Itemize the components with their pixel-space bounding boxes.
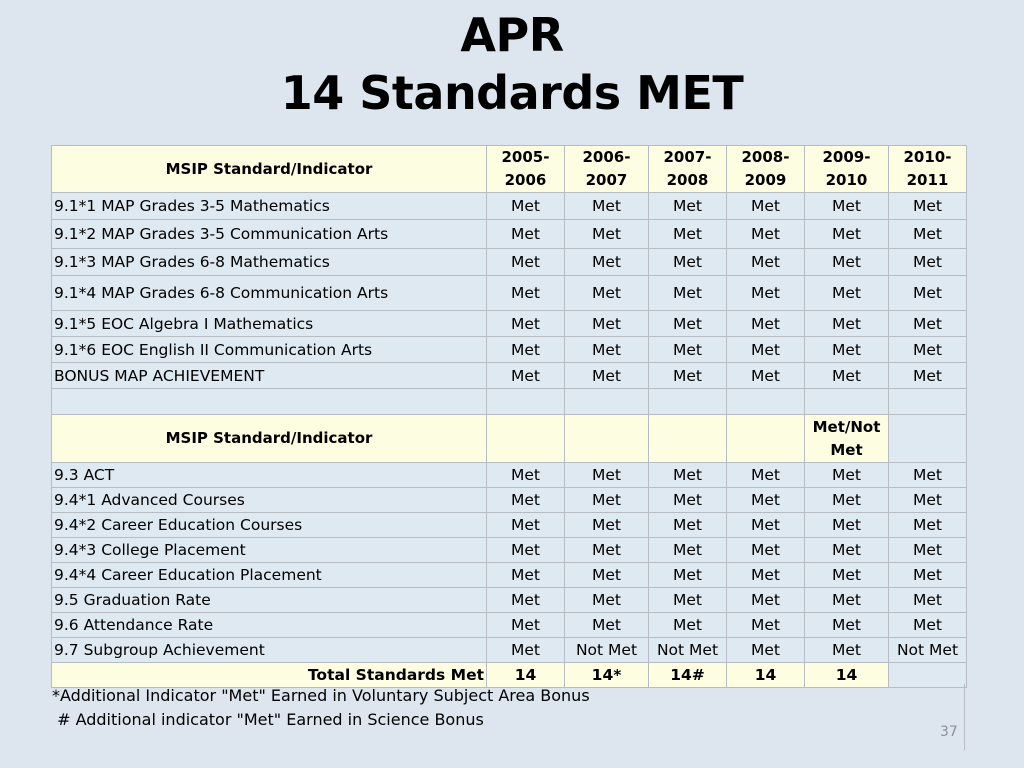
- indicator-name: 9.1*6 EOC English II Communication Arts: [52, 337, 487, 363]
- status-cell: Met: [487, 249, 565, 276]
- status-cell: Met: [649, 311, 727, 337]
- table-edge-line: [964, 684, 965, 750]
- status-cell: Met: [565, 337, 649, 363]
- slide-title: [0, 6, 1024, 122]
- table-row: [52, 638, 967, 663]
- status-cell: Met: [565, 249, 649, 276]
- status-cell: Met: [649, 276, 727, 311]
- blank-cell: [889, 389, 967, 415]
- status-cell: Met: [565, 311, 649, 337]
- table-row: [52, 311, 967, 337]
- status-cell: Met: [727, 588, 805, 613]
- status-cell: Met: [805, 363, 889, 389]
- blank-cell: [565, 389, 649, 415]
- status-cell: Met: [889, 249, 967, 276]
- status-cell: Met: [727, 613, 805, 638]
- status-cell: Met: [727, 337, 805, 363]
- blank-cell: [805, 389, 889, 415]
- status-cell: Met: [727, 193, 805, 220]
- standards-table: [51, 145, 967, 688]
- column-header-indicator: MSIP Standard/Indicator: [52, 415, 487, 463]
- status-cell: Met: [727, 220, 805, 249]
- indicator-name: 9.1*3 MAP Grades 6-8 Mathematics: [52, 249, 487, 276]
- column-header-year: 2009-2010: [805, 146, 889, 193]
- status-cell: Met: [889, 363, 967, 389]
- table-row: [52, 463, 967, 488]
- total-label: Total Standards Met: [52, 663, 487, 688]
- status-cell: Met: [727, 563, 805, 588]
- status-cell: Met: [805, 588, 889, 613]
- indicator-name: 9.4*2 Career Education Courses: [52, 513, 487, 538]
- status-cell: Met: [649, 588, 727, 613]
- status-cell: Met: [889, 513, 967, 538]
- total-cell: 14: [805, 663, 889, 688]
- page-number: 37: [940, 724, 958, 740]
- status-cell: Met: [889, 276, 967, 311]
- status-cell: Met: [565, 463, 649, 488]
- status-cell: Met: [649, 220, 727, 249]
- status-cell: Met: [565, 220, 649, 249]
- table-row: [52, 249, 967, 276]
- indicator-name: 9.7 Subgroup Achievement: [52, 638, 487, 663]
- indicator-name: 9.1*5 EOC Algebra I Mathematics: [52, 311, 487, 337]
- status-cell: Met: [565, 488, 649, 513]
- indicator-name: BONUS MAP ACHIEVEMENT: [52, 363, 487, 389]
- column-header-year: 2010-2011: [889, 146, 967, 193]
- blank-cell: [649, 389, 727, 415]
- header-row: [52, 146, 967, 193]
- status-cell: Met: [805, 311, 889, 337]
- indicator-name: 9.1*4 MAP Grades 6-8 Communication Arts: [52, 276, 487, 311]
- blank-cell: [487, 389, 565, 415]
- footnote-1: *Additional Indicator "Met" Earned in Voluntary Subject Area Bonus: [52, 686, 590, 705]
- indicator-name: 9.4*4 Career Education Placement: [52, 563, 487, 588]
- indicator-name: 9.5 Graduation Rate: [52, 588, 487, 613]
- status-cell: Met: [649, 337, 727, 363]
- status-cell: Met: [805, 513, 889, 538]
- status-cell: Met: [889, 488, 967, 513]
- status-cell: Met: [649, 538, 727, 563]
- status-cell: Met: [565, 513, 649, 538]
- blank-cell: [52, 389, 487, 415]
- column-header-indicator: MSIP Standard/Indicator: [52, 146, 487, 193]
- status-cell: Not Met: [649, 638, 727, 663]
- status-cell: Met: [805, 463, 889, 488]
- status-cell: Met: [487, 337, 565, 363]
- status-cell: Met: [805, 249, 889, 276]
- total-cell: [889, 663, 967, 688]
- status-cell: Met: [889, 220, 967, 249]
- status-cell: Met: [487, 538, 565, 563]
- status-cell: Met: [649, 249, 727, 276]
- column-header-year: 2007-2008: [649, 146, 727, 193]
- title-line-2: 14 Standards MET: [280, 66, 744, 120]
- status-cell: Met: [565, 193, 649, 220]
- empty-header-cell: [649, 415, 727, 463]
- status-cell: Met: [487, 311, 565, 337]
- status-cell: Met: [565, 363, 649, 389]
- status-cell: Met: [805, 613, 889, 638]
- status-cell: Met: [487, 513, 565, 538]
- status-cell: Met: [805, 337, 889, 363]
- status-cell: Met: [805, 638, 889, 663]
- status-cell: Not Met: [889, 638, 967, 663]
- footnotes: [52, 684, 590, 732]
- blank-row: [52, 389, 967, 415]
- status-cell: Met: [889, 538, 967, 563]
- table-row: [52, 363, 967, 389]
- status-cell: Met: [889, 311, 967, 337]
- status-cell: Met: [889, 193, 967, 220]
- status-cell: Met: [649, 363, 727, 389]
- indicator-name: 9.1*2 MAP Grades 3-5 Communication Arts: [52, 220, 487, 249]
- footnote-2: # Additional indicator "Met" Earned in Science Bonus: [52, 710, 484, 729]
- status-cell: Met: [649, 563, 727, 588]
- table-row: [52, 337, 967, 363]
- empty-header-cell: [727, 415, 805, 463]
- table-row: [52, 220, 967, 249]
- status-cell: Met: [649, 463, 727, 488]
- indicator-name: 9.1*1 MAP Grades 3-5 Mathematics: [52, 193, 487, 220]
- status-cell: Met: [487, 563, 565, 588]
- status-cell: Met: [889, 613, 967, 638]
- status-cell: Met: [727, 363, 805, 389]
- status-cell: Met: [487, 488, 565, 513]
- status-cell: Met: [487, 613, 565, 638]
- total-cell: 14: [487, 663, 565, 688]
- column-header-year: 2008-2009: [727, 146, 805, 193]
- status-cell: Met: [565, 588, 649, 613]
- status-cell: Met: [805, 563, 889, 588]
- status-cell: Met: [649, 613, 727, 638]
- blank-cell: [727, 389, 805, 415]
- status-cell: Met: [487, 638, 565, 663]
- status-cell: Met: [889, 588, 967, 613]
- indicator-name: 9.4*1 Advanced Courses: [52, 488, 487, 513]
- status-cell: Met: [727, 276, 805, 311]
- indicator-name: 9.4*3 College Placement: [52, 538, 487, 563]
- empty-header-cell: [487, 415, 565, 463]
- status-cell: Met: [565, 613, 649, 638]
- total-cell: 14: [727, 663, 805, 688]
- status-cell: Met: [649, 513, 727, 538]
- status-cell: Met: [487, 588, 565, 613]
- column-header-met-not-met: Met/Not Met: [805, 415, 889, 463]
- title-line-1: APR: [460, 8, 564, 62]
- empty-header-cell: [889, 415, 967, 463]
- status-cell: Met: [487, 193, 565, 220]
- table-row: [52, 613, 967, 638]
- status-cell: Met: [889, 463, 967, 488]
- status-cell: Met: [565, 276, 649, 311]
- column-header-year: 2006-2007: [565, 146, 649, 193]
- column-header-year: 2005-2006: [487, 146, 565, 193]
- status-cell: Met: [649, 193, 727, 220]
- status-cell: Met: [727, 463, 805, 488]
- total-cell: 14#: [649, 663, 727, 688]
- header-row-2: [52, 415, 967, 463]
- status-cell: Met: [487, 363, 565, 389]
- status-cell: Met: [805, 220, 889, 249]
- status-cell: Met: [727, 311, 805, 337]
- status-cell: Not Met: [565, 638, 649, 663]
- table-row: [52, 538, 967, 563]
- indicator-name: 9.6 Attendance Rate: [52, 613, 487, 638]
- indicator-name: 9.3 ACT: [52, 463, 487, 488]
- status-cell: Met: [727, 249, 805, 276]
- status-cell: Met: [487, 220, 565, 249]
- status-cell: Met: [487, 276, 565, 311]
- empty-header-cell: [565, 415, 649, 463]
- status-cell: Met: [727, 488, 805, 513]
- status-cell: Met: [805, 538, 889, 563]
- status-cell: Met: [889, 337, 967, 363]
- table-row: [52, 588, 967, 613]
- status-cell: Met: [805, 488, 889, 513]
- status-cell: Met: [487, 463, 565, 488]
- status-cell: Met: [727, 538, 805, 563]
- total-cell: 14*: [565, 663, 649, 688]
- status-cell: Met: [889, 563, 967, 588]
- table-row: [52, 276, 967, 311]
- status-cell: Met: [727, 513, 805, 538]
- table-row: [52, 563, 967, 588]
- status-cell: Met: [805, 193, 889, 220]
- table-row: [52, 513, 967, 538]
- status-cell: Met: [565, 563, 649, 588]
- status-cell: Met: [727, 638, 805, 663]
- status-cell: Met: [565, 538, 649, 563]
- status-cell: Met: [649, 488, 727, 513]
- status-cell: Met: [805, 276, 889, 311]
- table-row: [52, 193, 967, 220]
- table-row: [52, 488, 967, 513]
